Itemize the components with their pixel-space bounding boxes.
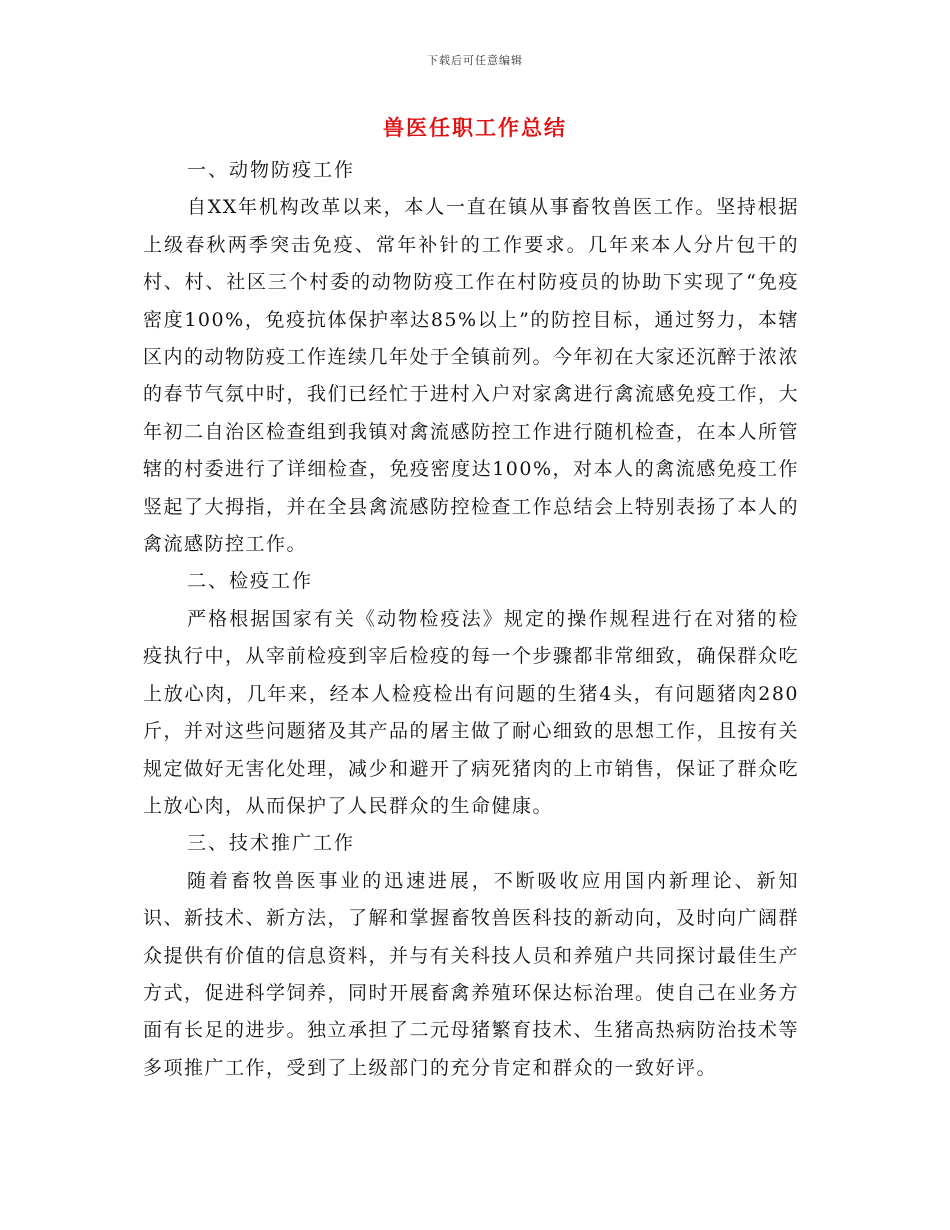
header-note: 下载后可任意编辑 (427, 54, 523, 67)
section-paragraph-technology-promotion: 随着畜牧兽医事业的迅速进展，不断吸收应用国内新理论、新知识、新技术、新方法，了解和掌握畜牧兽医科技的新动向，及时向广阔群众提供有价值的信息资料，并与有关科技人员和养殖户共同探讨最佳生产方式，促进科学饲养，同时开展畜禽养殖环保达标治理。使自己在业务方面有长足的进步。独立承担了二元母猪繁育技术、生猪高热病防治技术等多项推广工作，受到了上级部门的充分肯定和群众的一致好评。 (143, 869, 800, 1079)
document-body (143, 152, 799, 1087)
section-heading-technology-promotion: 三、技术推广工作 (187, 832, 356, 855)
section-paragraph-animal-epidemic-prevention: 自XX年机构改革以来，本人一直在镇从事畜牧兽医工作。坚持根据上级春秋两季突击免疫、常年补针的工作要求。几年来本人分片包干的村、村、社区三个村委的动物防疫工作在村防疫员的协助下实现了“免疫密度100%，免疫抗体保护率达85%以上”的防控目标，通过努力，本辖区内的动物防疫工作连续几年处于全镇前列。今年初在大家还沉醉于浓浓的春节气氛中时，我们已经忙于进村入户对家禽进行禽流感免疫工作，大年初二自治区检查组到我镇对禽流感防控工作进行随机检查，在本人所管辖的村委进行了详细检查，免疫密度达100%，对本人的禽流感免疫工作竖起了大拇指，并在全县禽流感防控检查工作总结会上特别表扬了本人的禽流感防控工作。 (143, 196, 800, 556)
section-paragraph-quarantine: 严格根据国家有关《动物检疫法》规定的操作规程进行在对猪的检疫执行中，从宰前检疫到宰后检疫的每一个步骤都非常细致，确保群众吃上放心肉，几年来，经本人检疫检出有问题的生猪4头，有问题猪肉280斤，并对这些问题猪及其产品的屠主做了耐心细致的思想工作，且按有关规定做好无害化处理，减少和避开了病死猪肉的上市销售，保证了群众吃上放心肉，从而保护了人民群众的生命健康。 (143, 607, 800, 817)
document-title: 兽医任职工作总结 (383, 115, 567, 140)
section-heading-quarantine: 二、检疫工作 (187, 570, 314, 593)
section-heading-animal-epidemic-prevention: 一、动物防疫工作 (187, 159, 356, 181)
